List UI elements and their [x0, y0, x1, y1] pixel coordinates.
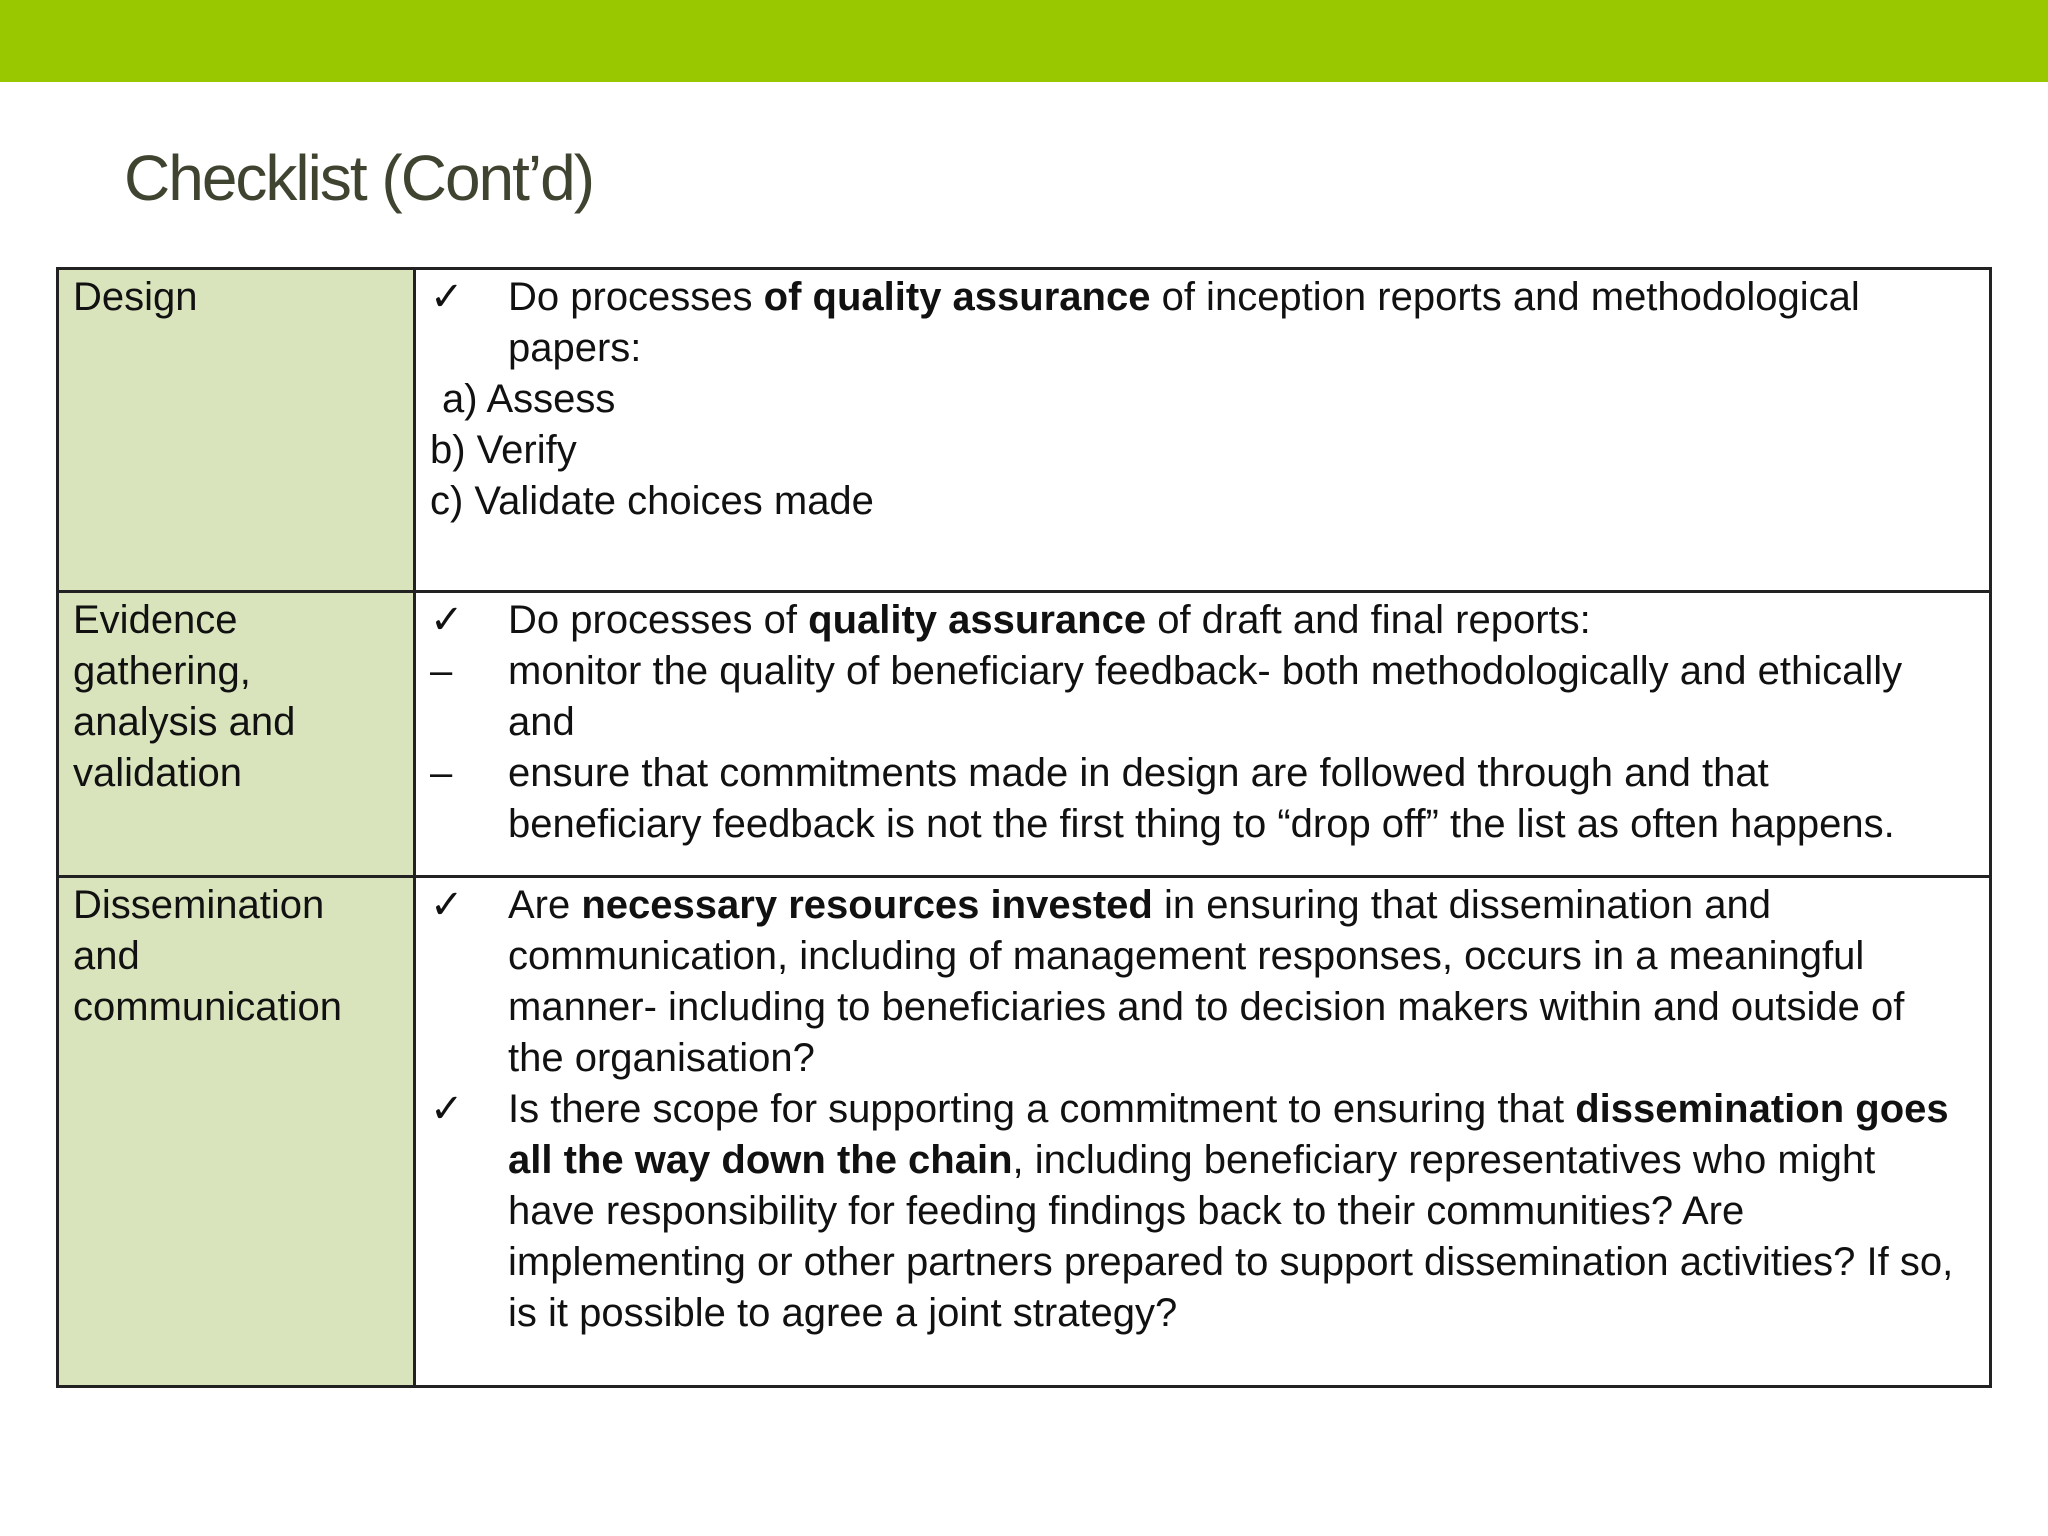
check-item [430, 595, 1969, 646]
sub-item-assess: a) Assess [442, 377, 616, 421]
category-cell: Evidence gathering, analysis and validation [58, 592, 415, 877]
dash-icon: – [430, 649, 453, 693]
item-text: of inception reports and methodological papers: [508, 275, 1860, 370]
check-item [430, 272, 1969, 374]
sub-item-validate: c) Validate choices made [430, 479, 874, 523]
checkmark-icon: ✓ [430, 883, 464, 927]
item-bold-text: of quality assurance [763, 275, 1151, 319]
item-text: in ensuring that dissemination and communication, including of management responses, occurs in a meaningful manner- including to beneficiaries and to decision makers within and outside of the organisation? [508, 883, 1905, 1080]
item-text: Are [508, 883, 582, 927]
item-bold-text: quality assurance [808, 598, 1147, 642]
item-bold-text: dissemination goes all the way down the chain [508, 1087, 1949, 1182]
sub-item-verify: b) Verify [430, 428, 577, 472]
slide-title: Checklist (Cont’d) [124, 142, 594, 214]
dash-item [430, 646, 1969, 748]
check-item [430, 880, 1969, 1084]
checkmark-icon: ✓ [430, 1087, 464, 1131]
table-row [58, 269, 1991, 592]
item-text: monitor the quality of beneficiary feedback- both methodologically and ethically and [508, 649, 1903, 744]
content-cell [415, 592, 1991, 877]
dash-icon: – [430, 751, 453, 795]
category-cell: Design [58, 269, 415, 592]
item-text: Do processes of [508, 598, 809, 642]
item-text: of draft and final reports: [1146, 598, 1591, 642]
table-row [58, 592, 1991, 877]
dash-item [430, 748, 1969, 850]
item-text: ensure that commitments made in design are followed through and that beneficiary feedback is not the first thing to “drop off” the list as often happens. [508, 751, 1895, 846]
category-cell: Dissemination and communication [58, 877, 415, 1387]
table-row [58, 877, 1991, 1387]
item-text: Do processes [508, 275, 764, 319]
checkmark-icon: ✓ [430, 275, 464, 319]
content-cell [415, 877, 1991, 1387]
item-text: , including beneficiary representatives who might have responsibility for feeding findings back to their communities? Are implementing or other partners prepared to support dissemination activities? If so, is it possible to agree a joint strategy? [508, 1138, 1954, 1335]
top-color-band [0, 0, 2048, 82]
item-text: Is there scope for supporting a commitment to ensuring that [508, 1087, 1576, 1131]
checkmark-icon: ✓ [430, 598, 464, 642]
checklist-table [56, 267, 1992, 1388]
item-bold-text: necessary resources invested [581, 883, 1153, 927]
check-item [430, 1084, 1969, 1339]
content-cell [415, 269, 1991, 592]
